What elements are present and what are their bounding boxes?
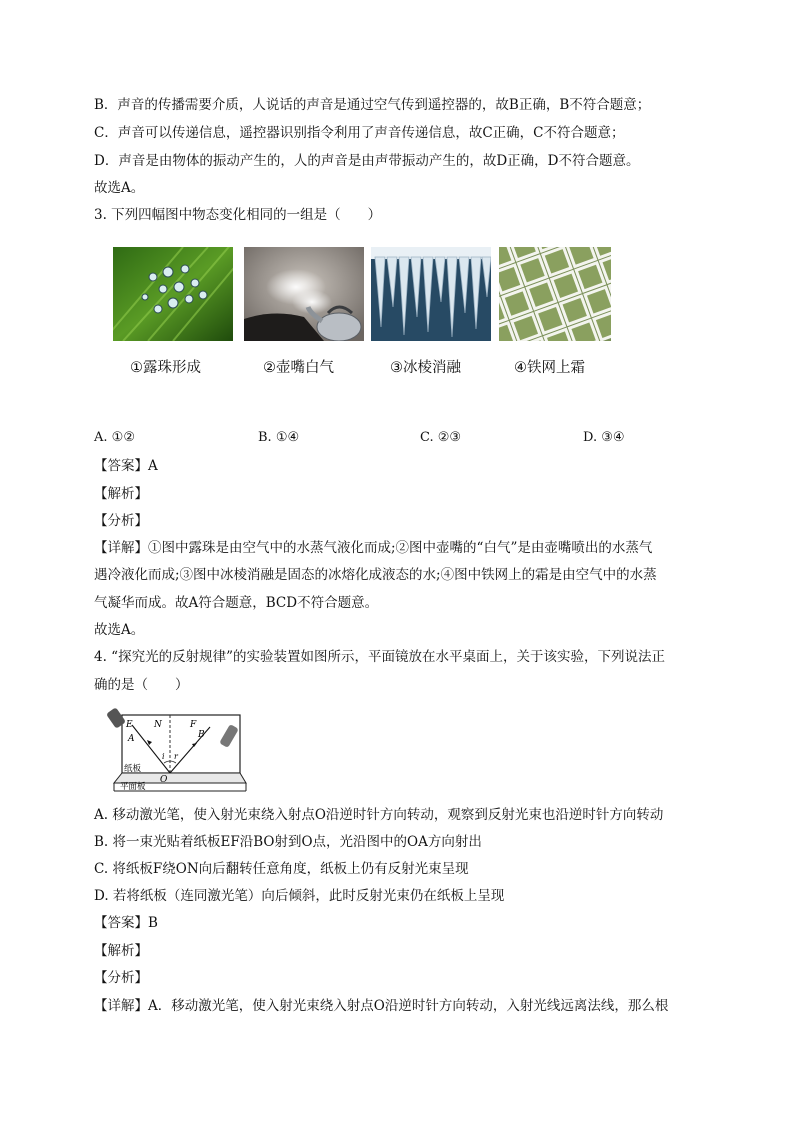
frosted-wire-mesh-photo [499, 247, 619, 341]
q3-detail-line-2: 遇冷液化而成;③图中冰棱消融是固态的冰熔化成液态的水;④图中铁网上的霜是由空气中的水蒸 [94, 567, 657, 583]
option-value: ③④ [601, 430, 625, 445]
label-E: E [126, 720, 133, 730]
question-4-line-1: 4. “探究光的反射规律”的实验装置如图所示，平面镜放在水平桌面上，关于该实验，下列说法正 [94, 649, 665, 665]
option-value: ②③ [437, 430, 462, 445]
choose-a-line: 故选A。 [94, 180, 145, 196]
dew-drops-photo [113, 247, 233, 341]
q4-option-c: C. 将纸板F绕ON向后翻转任意角度，纸板上仍有反射光束呈现 [94, 861, 469, 877]
q4-answer: 【答案】B [94, 915, 158, 931]
question-3: 3. 下列四幅图中物态变化相同的一组是（ ） [94, 207, 382, 223]
q3-detail-line-3: 气凝华而成。故A符合题意，BCD不符合题意。 [94, 595, 379, 611]
q3-option-a [94, 430, 135, 445]
option-label: D. [583, 430, 598, 445]
label-mirror: 平面板 [120, 782, 146, 792]
option-label: C. [420, 430, 434, 445]
label-N: N [154, 720, 162, 730]
q4-breakdown-heading: 【分析】 [94, 970, 148, 986]
figure-caption-4: ④铁网上霜 [514, 360, 585, 376]
label-O: O [160, 775, 168, 785]
icicles-photo [371, 247, 491, 341]
label-B: B [198, 730, 205, 740]
label-paper: 纸板 [124, 764, 142, 774]
question-4-line-2: 确的是（ ） [94, 677, 189, 693]
figure-caption-3: ③冰棱消融 [390, 360, 461, 376]
b-explanation: B．声音的传播需要介质，人说话的声音是通过空气传到遥控器的，故B正确，B不符合题意； [94, 97, 651, 113]
q4-option-a: A. 移动激光笔，使入射光束绕入射点O沿逆时针方向转动，观察到反射光束也沿逆时针方向转动 [94, 807, 664, 823]
q3-breakdown-heading: 【分析】 [94, 513, 148, 529]
q3-option-c [420, 430, 461, 445]
label-A: A [128, 734, 135, 744]
q3-figure-row [113, 247, 613, 342]
d-explanation: D．声音是由物体的振动产生的，人的声音是由声带振动产生的，故D正确，D不符合题意。 [94, 153, 640, 169]
q3-detail-line-1: 【详解】①图中露珠是由空气中的水蒸气液化而成;②图中壶嘴的“白气”是由壶嘴喷出的水蒸气 [94, 540, 653, 556]
q3-option-b [258, 430, 299, 445]
option-value: ①② [111, 430, 135, 445]
choose-a-line-2: 故选A。 [94, 622, 145, 638]
q4-detail-line-1: 【详解】A．移动激光笔，使入射光束绕入射点O沿逆时针方向转动，入射光线远离法线，那么根 [94, 998, 669, 1014]
q4-analysis-heading: 【解析】 [94, 943, 148, 959]
q4-option-d: D. 若将纸板（连同激光笔）向后倾斜，此时反射光束仍在纸板上呈现 [94, 888, 505, 904]
q3-analysis-heading: 【解析】 [94, 486, 148, 502]
figure-caption-2: ②壶嘴白气 [263, 360, 334, 376]
reflection-experiment-diagram [104, 707, 250, 797]
label-F: F [190, 720, 197, 730]
label-i: i [162, 752, 165, 761]
label-r: r [174, 752, 178, 761]
option-label: A. [94, 430, 108, 445]
option-value: ①④ [275, 430, 300, 445]
q4-option-b: B. 将一束光贴着纸板EF沿BO射到O点，光沿图中的OA方向射出 [94, 834, 482, 850]
q3-answer: 【答案】A [94, 458, 158, 474]
q3-option-d [583, 430, 625, 445]
figure-caption-1: ①露珠形成 [130, 360, 201, 376]
option-label: B. [258, 430, 272, 445]
kettle-steam-photo [244, 247, 364, 341]
c-explanation: C．声音可以传递信息，遥控器识别指令利用了声音传递信息，故C正确，C不符合题意； [94, 125, 625, 141]
